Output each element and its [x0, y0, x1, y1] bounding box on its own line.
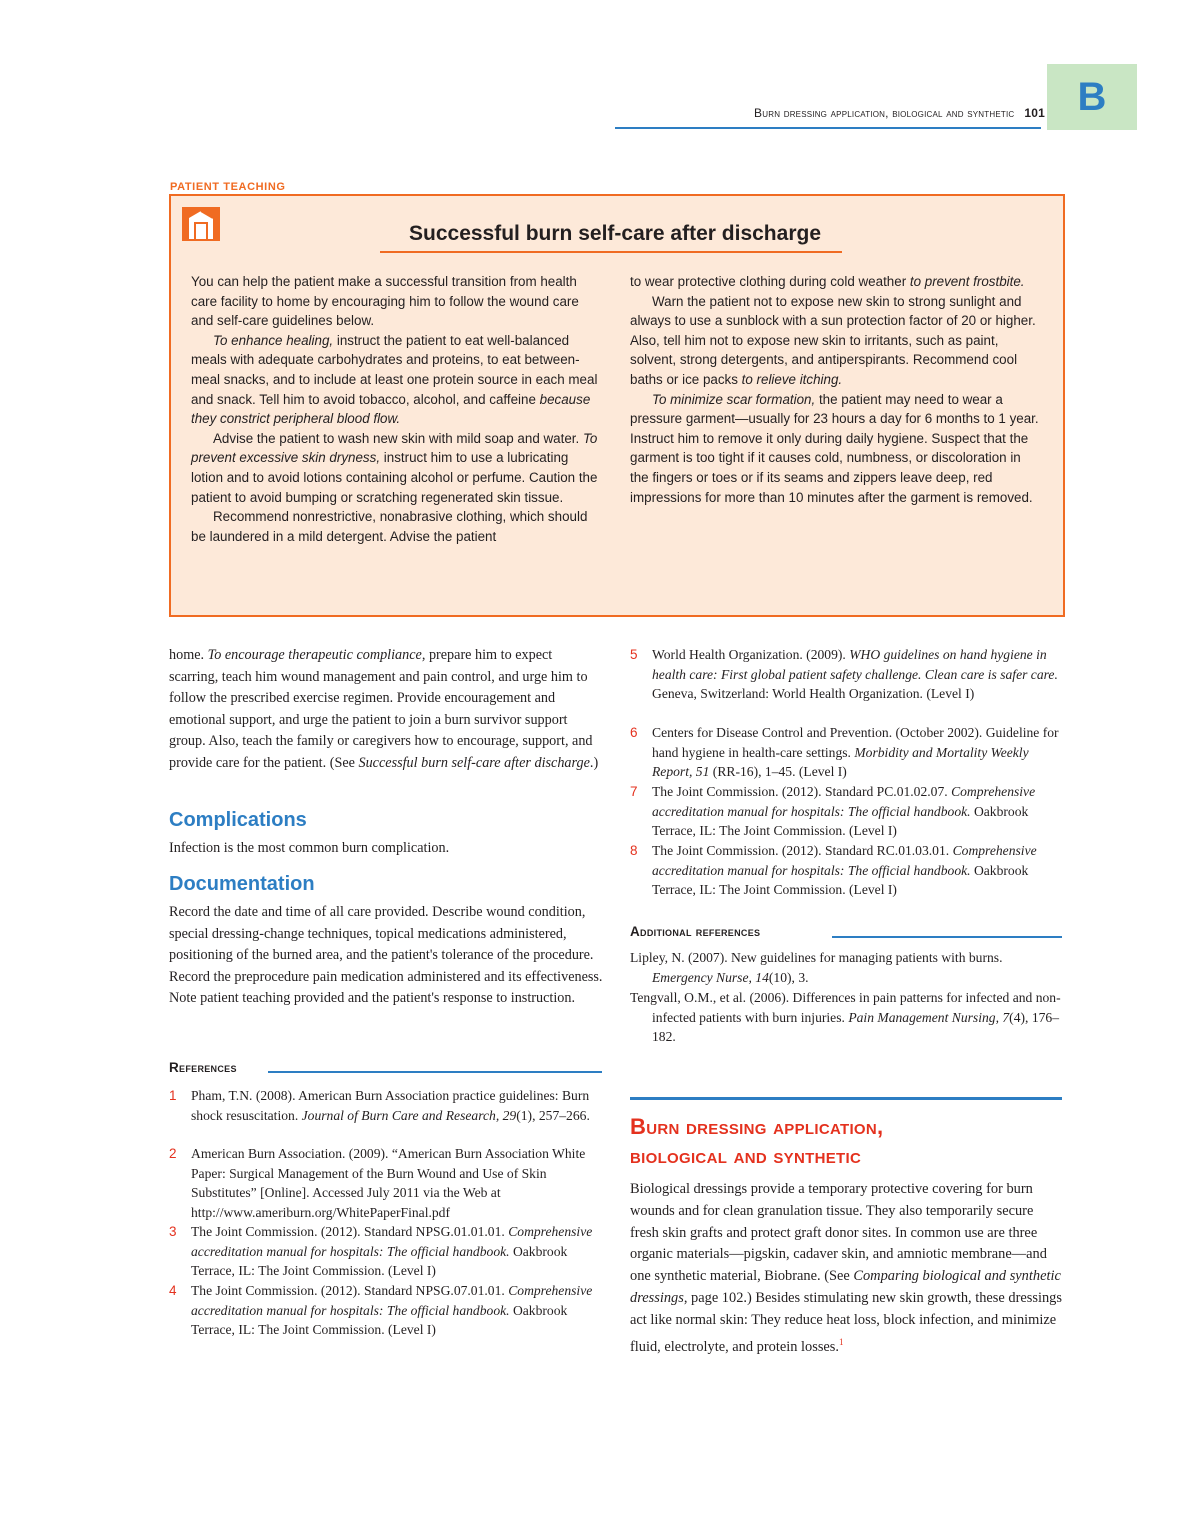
teaching-left-column	[191, 272, 603, 546]
header-rule	[615, 127, 1041, 129]
running-title: Burn dressing application, biological and synthetic	[754, 106, 1015, 120]
page-number: 101	[1024, 106, 1045, 120]
section-title: Burn dressing application, biological and synthetic	[630, 1114, 884, 1168]
patient-teaching-title: Successful burn self-care after discharge	[409, 222, 821, 245]
reference-item: 3 The Joint Commission. (2012). Standard NPSG.01.01.01. Comprehensive accreditation manual for hospitals: The official handbook. Oakbrook Terrace, IL: The Joint Commission. (Level I)	[169, 1224, 593, 1279]
teaching-paragraph: You can help the patient make a successful transition from health care facility to home by encouraging him to follow the wound care and self-care guidelines below.	[191, 274, 579, 329]
patient-teaching-label: PATIENT TEACHING	[170, 181, 286, 193]
teaching-paragraph: Advise the patient to wash new skin with mild soap and water. To prevent excessive skin dryness, instruct him to use a lubricating lotion and to avoid lotions containing alcohol or perfume. Caution the patient to avoid bumping or scratching regenerated skin tissue.	[191, 430, 598, 505]
running-head	[615, 106, 1045, 120]
teaching-paragraph: Recommend nonrestrictive, nonabrasive clothing, which should be laundered in a mild detergent. Advise the patient	[191, 509, 588, 544]
complications-text: Infection is the most common burn complication.	[169, 840, 450, 856]
additional-reference-item: Tengvall, O.M., et al. (2006). Differences in pain patterns for infected and non-infected patients with burn injuries. Pain Management Nursing, 7(4), 176–182.	[630, 990, 1061, 1045]
thumb-tab-letter: B	[1077, 75, 1107, 119]
teaching-paragraph: Warn the patient not to expose new skin to strong sunlight and always to use a sunblock with a sun protection factor of 20 or higher. Also, tell him not to expose new skin to irritants, such as paint, solvent, strong detergents, and antiperspirants. Recommend cool baths or ice packs to relieve itching.	[630, 293, 1036, 387]
teaching-paragraph: To enhance healing, instruct the patient to eat well-balanced meals with adequate carbohydrates and proteins, to eat between-meal snacks, and to include at least one protein source in each meal and snack. Tell him to avoid tobacco, alcohol, and caffeine because they constrict peripheral blood flow.	[191, 332, 598, 427]
additional-references-rule	[832, 936, 1062, 938]
additional-references-heading: Additional references	[630, 924, 761, 939]
documentation-text: Record the date and time of all care provided. Describe wound condition, special dressing-change techniques, topical medications administered, positioning of the burned area, and the patient's tolerance of the procedure. Record the preprocedure pain medication administered and its effectiveness. Note patient teaching provided and the patient's response to instruction.	[169, 904, 603, 1007]
teaching-paragraph: To minimize scar formation, the patient may need to wear a pressure garment—usually for 23 hours a day for 6 months to 1 year. Instruct him to remove it only during daily hygiene. Suspect that the garment is too tight if it causes cold, numbness, or discoloration in the fingers or toes or if its seams and zippers leave deep, red impressions for more than 10 minutes after the garment is removed.	[630, 391, 1039, 505]
title-underline	[380, 251, 842, 253]
teaching-right-column	[630, 272, 1042, 507]
thumb-tab	[1047, 64, 1137, 130]
reference-item: 2 American Burn Association. (2009). “American Burn Association White Paper: Surgical Management of the Burn Wound and Use of Skin Substitutes” [Online]. Accessed July 2011 via the Web at http://www.ameriburn.org/WhitePaperFinal.pdf	[169, 1146, 586, 1220]
references-heading: References	[169, 1060, 237, 1075]
additional-reference-item: Lipley, N. (2007). New guidelines for managing patients with burns. Emergency Nurse, 14(10), 3.	[630, 950, 1003, 985]
reference-item: 1 Pham, T.N. (2008). American Burn Association practice guidelines: Burn shock resuscitation. Journal of Burn Care and Research, 29(1), 257–266.	[169, 1088, 590, 1123]
reference-item: 8 The Joint Commission. (2012). Standard RC.01.03.01. Comprehensive accreditation manual for hospitals: The official handbook. Oakbrook Terrace, IL: The Joint Commission. (Level I)	[630, 843, 1037, 898]
teaching-paragraph: to wear protective clothing during cold weather to prevent frostbite.	[630, 274, 1025, 289]
house-door-icon	[181, 206, 221, 242]
section-body: Biological dressings provide a temporary protective covering for burn wounds and for clean granulation tissue. They also temporarily secure fresh skin grafts and protect graft donor sites. In common use are three organic materials—pigskin, cadaver skin, and amniotic membrane—and one synthetic material, Biobrane. (See Comparing biological and synthetic dressings, page 102.) Besides stimulating new skin growth, these dressings act like normal skin: They reduce heat loss, block infection, and minimize fluid, electrolyte, and protein losses.$^1$	[630, 1181, 1062, 1355]
reference-item: 7 The Joint Commission. (2012). Standard PC.01.02.07. Comprehensive accreditation manual for hospitals: The official handbook. Oakbrook Terrace, IL: The Joint Commission. (Level I)	[630, 784, 1036, 839]
section-rule	[630, 1097, 1062, 1100]
references-rule	[268, 1071, 602, 1073]
reference-item: 4 The Joint Commission. (2012). Standard NPSG.07.01.01. Comprehensive accreditation manual for hospitals: The official handbook. Oakbrook Terrace, IL: The Joint Commission. (Level I)	[169, 1283, 593, 1338]
documentation-heading: Documentation	[169, 873, 315, 895]
intro-paragraph: home. To encourage therapeutic compliance, prepare him to expect scarring, teach him wound management and pain control, and urge him to follow the prescribed exercise regimen. Provide encouragement and emotional support, and urge the patient to join a burn survivor support group. Also, teach the family or caregivers how to encourage, support, and provide care for the patient. (See Successful burn self-care after discharge.)	[169, 647, 599, 771]
reference-item: 5 World Health Organization. (2009). WHO guidelines on hand hygiene in health care: First global patient safety challenge. Clean care is safer care. Geneva, Switzerland: World Health Organization. (Level I)	[630, 647, 1058, 702]
complications-heading: Complications	[169, 809, 307, 831]
reference-item: 6 Centers for Disease Control and Prevention. (October 2002). Guideline for hand hygiene in health-care settings. Morbidity and Mortality Weekly Report, 51 (RR-16), 1–45. (Level I)	[630, 725, 1059, 780]
